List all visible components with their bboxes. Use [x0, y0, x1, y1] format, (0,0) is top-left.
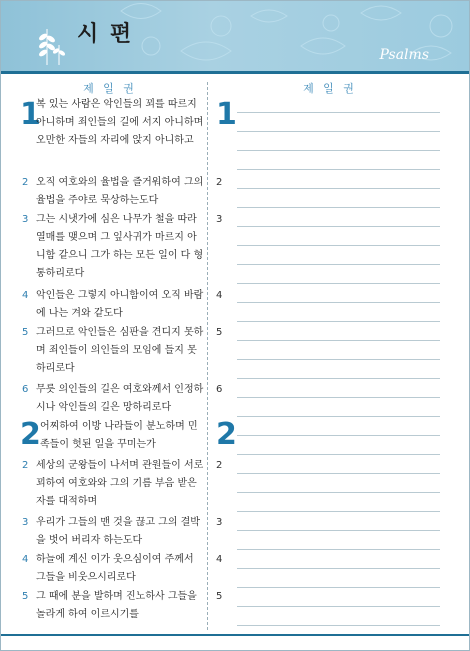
verse-number: 6: [216, 384, 223, 395]
writing-line: [237, 587, 440, 588]
writing-line: [237, 606, 440, 607]
writing-line: [237, 473, 440, 474]
verse-number: 4: [216, 554, 223, 565]
header-banner: [1, 1, 469, 71]
writing-line: [237, 416, 440, 417]
header-rule: [1, 71, 469, 74]
column-divider: [207, 82, 208, 630]
verse-text: 우리가 그들의 맨 것을 끊고 그의 결박을 벗어 버리자 하는도다: [36, 517, 200, 546]
page-title-english: Psalms: [379, 47, 429, 63]
verse-number: 4: [216, 290, 223, 301]
verse-text: 세상의 군왕들이 나서며 관원들이 서로 꾀하여 여호와와 그의 기름 부음 받은 자를 대적하며: [36, 460, 204, 507]
page-title: 시 편: [77, 22, 134, 47]
writing-line: [237, 625, 440, 626]
writing-line: [237, 378, 440, 379]
footer-rule: [1, 634, 469, 636]
verse-number: 5: [216, 591, 223, 602]
verse-text: 복 있는 사람은 악인들의 꾀를 따르지 아니하며 죄인들의 길에 서지 아니하며 오만한 자들의 자리에 앉지 아니하고: [36, 99, 204, 146]
verse-text: 하늘에 계신 이가 웃으심이여 주께서 그들을 비웃으시리로다: [36, 554, 194, 583]
writing-line: [237, 397, 440, 398]
verse-number: 2: [216, 177, 223, 188]
writing-line: [237, 568, 440, 569]
leaf-sprig-icon: [33, 27, 71, 67]
verse-text: 그는 시냇가에 심은 나무가 철을 따라 열매를 맺으며 그 잎사귀가 마르지 아니함 같으니 그가 하는 모든 일이 다 형통하리로다: [36, 214, 204, 279]
writing-line: [237, 530, 440, 531]
verse-text: 오직 여호와의 율법을 즐거워하여 그의 율법을 주야로 묵상하는도다: [36, 177, 204, 206]
writing-line: [237, 492, 440, 493]
writing-line: [237, 511, 440, 512]
writing-line: [237, 131, 440, 132]
writing-line: [237, 302, 440, 303]
verse-number: 2: [22, 460, 29, 471]
writing-line: [237, 321, 440, 322]
writing-line: [237, 435, 440, 436]
writing-line: [237, 264, 440, 265]
chapter-number: 2: [20, 417, 41, 452]
writing-line: [237, 454, 440, 455]
writing-line: [237, 207, 440, 208]
writing-line: [237, 188, 440, 189]
writing-line: [237, 340, 440, 341]
verse-text: 그 때에 분을 발하며 진노하사 그들을 놀라게 하여 이르시기를: [36, 591, 197, 620]
writing-line: [237, 245, 440, 246]
right-book-label: 제 일 권: [303, 82, 357, 95]
left-book-label: 제 일 권: [83, 82, 137, 95]
verse-number: 4: [22, 290, 29, 301]
chapter-number: 1: [216, 97, 237, 132]
verse-number: 2: [22, 177, 29, 188]
verse-number: 3: [216, 517, 223, 528]
writing-line: [237, 226, 440, 227]
writing-line: [237, 359, 440, 360]
writing-line: [237, 112, 440, 113]
chapter-number: 2: [216, 417, 237, 452]
writing-line: [237, 169, 440, 170]
verse-text: 무릇 의인들의 길은 여호와께서 인정하시나 악인들의 길은 망하리로다: [36, 384, 204, 413]
verse-number: 3: [22, 214, 29, 225]
verse-number: 2: [216, 460, 223, 471]
verse-number: 4: [22, 554, 29, 565]
writing-line: [237, 150, 440, 151]
chapter-number: 1: [20, 97, 41, 132]
writing-line: [237, 549, 440, 550]
verse-number: 5: [22, 327, 29, 338]
verse-number: 3: [22, 517, 29, 528]
verse-number: 5: [22, 591, 29, 602]
verse-number: 3: [216, 214, 223, 225]
verse-text: 어찌하여 이방 나라들이 분노하며 민족들이 헛된 일을 꾸미는가: [40, 421, 198, 450]
verse-text: 악인들은 그렇지 아니함이여 오직 바람에 나는 겨와 같도다: [36, 290, 204, 319]
verse-number: 6: [22, 384, 29, 395]
verse-number: 5: [216, 327, 223, 338]
verse-text: 그러므로 악인들은 심판을 견디지 못하며 죄인들이 의인들의 모임에 들지 못하리로다: [36, 327, 204, 374]
writing-line: [237, 283, 440, 284]
